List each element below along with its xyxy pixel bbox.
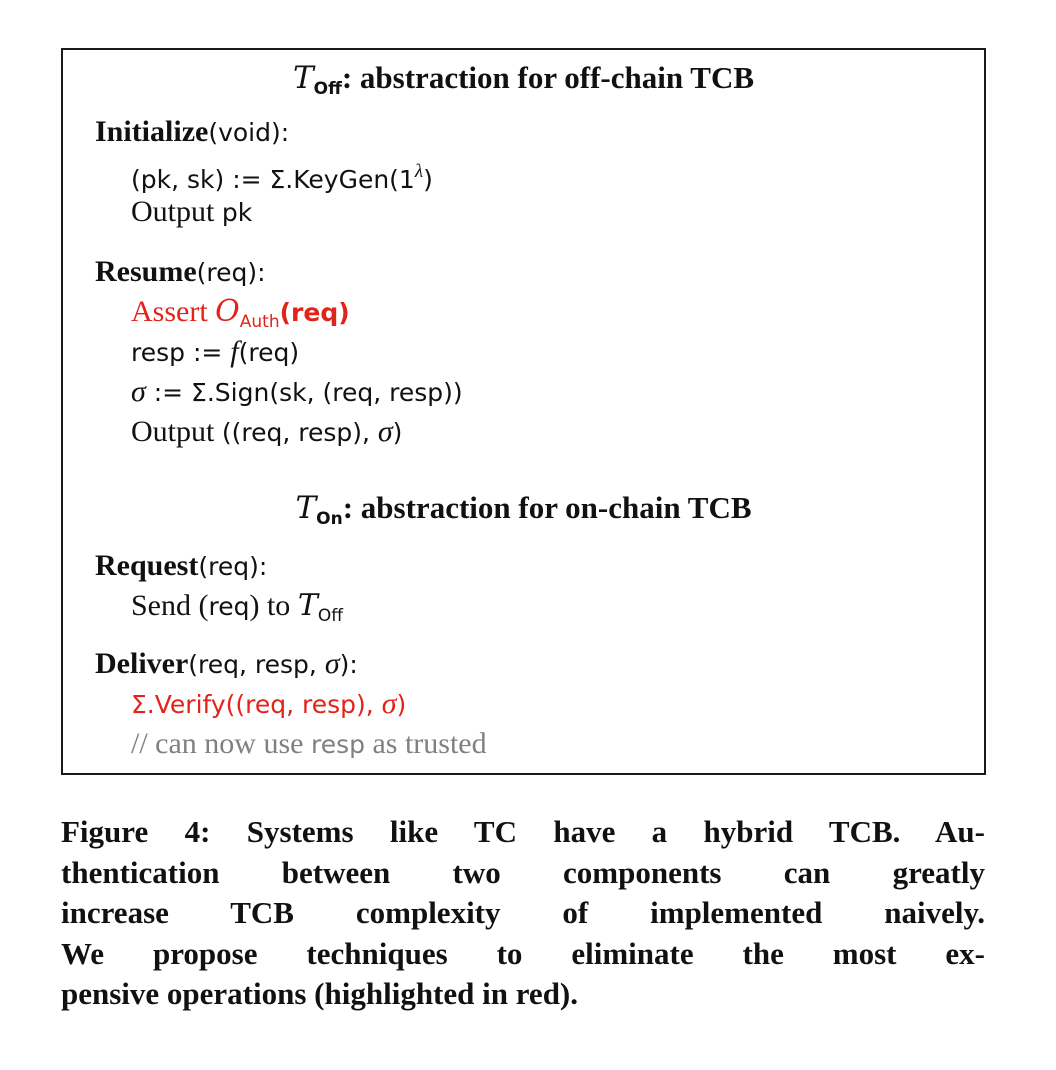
output-keyword: Output bbox=[131, 415, 222, 448]
resp-assign: resp := bbox=[131, 338, 231, 367]
keygen-line bbox=[131, 154, 433, 198]
procedure-args: (req): bbox=[196, 258, 266, 287]
oracle-symbol: O bbox=[215, 294, 240, 329]
off-chain-title-text: : abstraction for off-chain TCB bbox=[341, 60, 755, 95]
on-chain-title-text: : abstraction for on-chain TCB bbox=[342, 490, 752, 525]
output-close: ) bbox=[392, 418, 403, 447]
keygen-close: ) bbox=[423, 165, 433, 194]
sigma-symbol: σ bbox=[131, 375, 146, 408]
procedure-name: Initialize bbox=[95, 115, 209, 148]
procedure-resume-header bbox=[95, 254, 266, 291]
verify-expr: Σ.Verify((req, resp), bbox=[131, 690, 382, 719]
comment-text: // can now use bbox=[131, 727, 311, 760]
verify-line bbox=[131, 686, 406, 723]
lambda-superscript: λ bbox=[414, 161, 424, 182]
procedure-args: (req, resp, bbox=[188, 650, 325, 679]
figure-caption bbox=[61, 812, 985, 1015]
output-sig-line bbox=[131, 414, 402, 451]
assert-arg: (req) bbox=[279, 298, 350, 327]
tcb-symbol: T bbox=[297, 588, 318, 623]
output-keyword: Output bbox=[131, 195, 222, 228]
comment-line bbox=[131, 726, 487, 763]
caption-line: Figure 4: Systems like TC have a hybrid TCB. Au- bbox=[61, 814, 985, 849]
tcb-symbol: T bbox=[292, 60, 314, 96]
req-var: req bbox=[208, 592, 250, 621]
comment-text-end: as trusted bbox=[364, 727, 487, 760]
send-keyword: Send ( bbox=[131, 589, 209, 622]
caption-line: thentication between two components can greatly bbox=[61, 854, 985, 890]
procedure-request-header bbox=[95, 548, 267, 585]
keygen-text: (pk, sk) := Σ.KeyGen(1 bbox=[131, 165, 415, 194]
procedure-args-close: ): bbox=[339, 650, 358, 679]
assert-keyword: Assert bbox=[131, 295, 216, 328]
algorithm-box bbox=[61, 48, 986, 775]
sign-line bbox=[131, 374, 463, 411]
pk-var: pk bbox=[221, 198, 253, 227]
sigma-symbol: σ bbox=[324, 647, 340, 680]
procedure-args: (void): bbox=[208, 118, 290, 147]
on-chain-title bbox=[63, 490, 984, 537]
caption-line: increase TCB complexity of implemented naively. bbox=[61, 895, 985, 930]
sigma-symbol: σ bbox=[377, 415, 393, 448]
procedure-name: Request bbox=[95, 549, 199, 582]
output-pk-line bbox=[131, 194, 252, 231]
procedure-args: (req): bbox=[198, 552, 268, 581]
tcb-symbol: T bbox=[295, 490, 317, 526]
tcb-subscript: Off bbox=[317, 606, 343, 626]
procedure-name: Resume bbox=[95, 255, 197, 288]
off-chain-title bbox=[63, 60, 984, 107]
oracle-subscript: Auth bbox=[239, 312, 280, 332]
caption-line: pensive operations (highlighted in red). bbox=[61, 976, 579, 1011]
sign-expr: := Σ.Sign(sk, (req, resp)) bbox=[145, 378, 463, 407]
procedure-name: Deliver bbox=[95, 647, 189, 680]
to-keyword: ) to bbox=[249, 589, 298, 622]
resp-var: resp bbox=[310, 730, 365, 759]
procedure-deliver-header bbox=[95, 646, 358, 683]
sigma-symbol: σ bbox=[381, 687, 397, 720]
tcb-subscript: Off bbox=[313, 79, 342, 99]
output-tuple: ((req, resp), bbox=[221, 418, 378, 447]
procedure-initialize-header bbox=[95, 114, 289, 151]
caption-line: We propose techniques to eliminate the most ex- bbox=[61, 935, 985, 971]
verify-close: ) bbox=[396, 690, 407, 719]
f-arg: (req) bbox=[238, 338, 300, 367]
tcb-subscript: On bbox=[316, 509, 343, 529]
resp-line bbox=[131, 334, 299, 371]
f-symbol: f bbox=[230, 335, 239, 368]
send-line bbox=[131, 588, 343, 634]
